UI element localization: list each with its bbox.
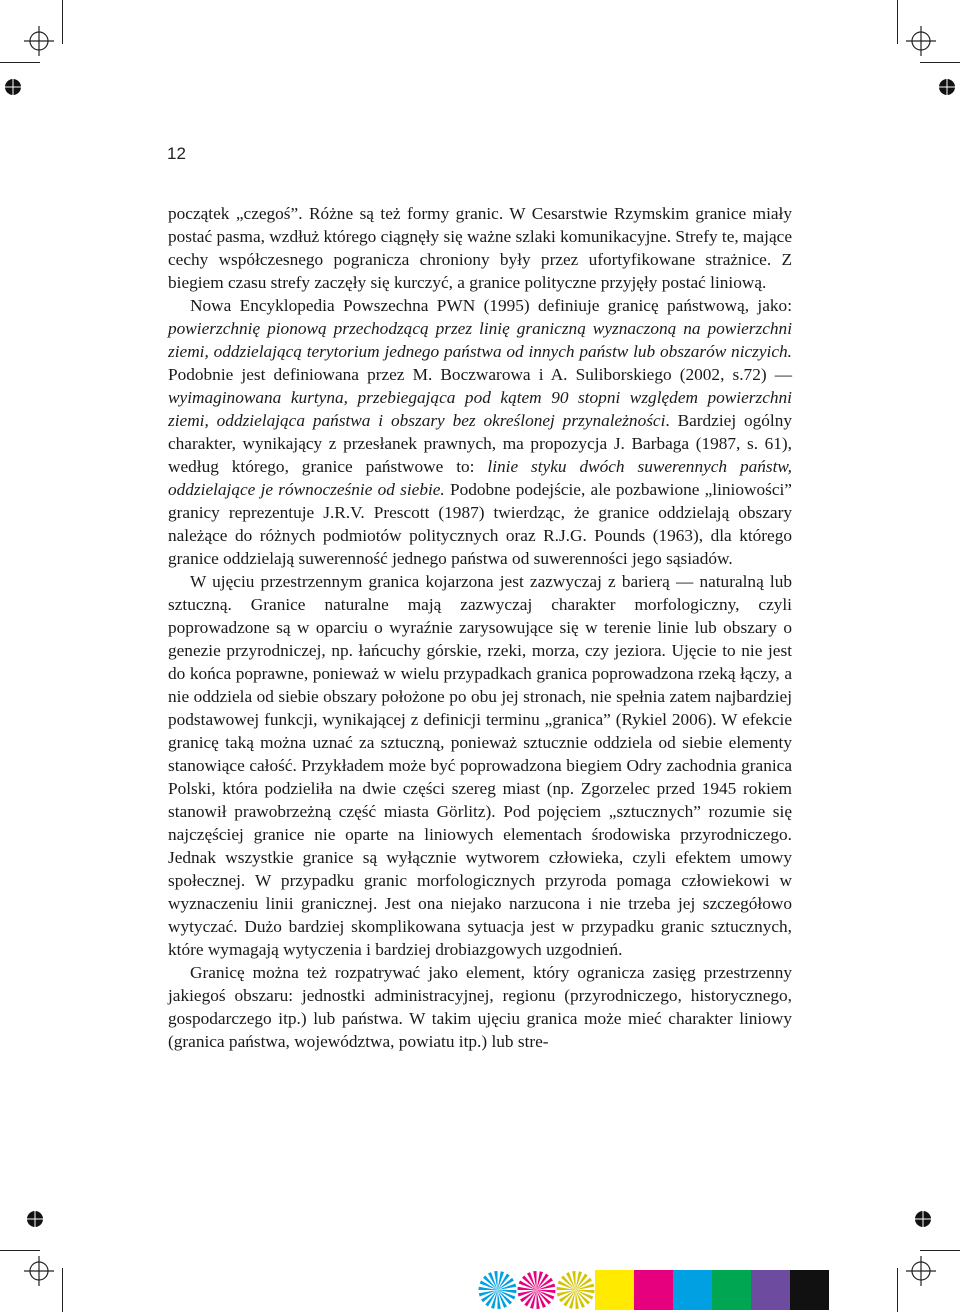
text-run: . Bardziej ogólny charakter, wynikający z przesłanek prawnych, ma propozycja J. Barbaga (1987, s. 61), według którego, granice państwowe to:: [168, 411, 792, 476]
rosette-ray: [537, 1290, 552, 1305]
rosette-ray: [498, 1290, 513, 1305]
trim-line-bottom-left-v: [62, 1268, 63, 1312]
trim-line-bottom-left-h: [0, 1250, 40, 1251]
trim-line-top-left-h: [0, 62, 40, 63]
trim-line-top-right-h: [920, 62, 960, 63]
registration-mark-bottom-right: [906, 1256, 936, 1286]
color-swatch: [634, 1270, 673, 1310]
color-swatch: [673, 1270, 712, 1310]
paragraph-p4: [168, 961, 792, 1053]
color-swatch: [751, 1270, 790, 1310]
text-run: Granicę można też rozpatrywać jako element, który ogranicza zasięg przestrzenny jakiegoś obszaru: jednostki administracyjnej, regionu (przyrodniczego, historycznego, gospodarczego itp.) lub państwa. W takim ujęciu granica może mieć charakter liniowy (granica państwa, województwa, powiatu itp.) lub stre-: [168, 963, 792, 1051]
rosette-ray: [561, 1275, 576, 1290]
body-text: [168, 202, 792, 1053]
color-swatch: [595, 1270, 634, 1310]
italic-quote: powierzchnię pionową przechodzącą przez linię graniczną wyznaczoną na powierzchni ziemi, oddzielającą terytorium jednego państwa od innych państw lub obszarów niczyich.: [168, 319, 792, 361]
color-rosette-cyan: [478, 1270, 517, 1310]
trim-line-bottom-right-h: [920, 1250, 960, 1251]
italic-quote: wyimaginowana kurtyna, przebiegająca pod kątem 90 stopni względem powierzchni ziemi, oddzielająca państwa i obszary bez określonej przynależności: [168, 388, 792, 430]
text-run: Nowa Encyklopedia Powszechna PWN (1995) definiuje granicę państwową, jako:: [190, 296, 792, 315]
text-run: Podobnie jest definiowana przez M. Boczwarowa i A. Suliborskiego (2002, s.72) —: [168, 365, 792, 384]
text-run: początek „czegoś”. Różne są też formy granic. W Cesarstwie Rzymskim granice miały postać pasma, wzdłuż którego ciągnęły się ważne szlaki komunikacyjne. Strefy te, mające cechy współczesnego pogranicza chroniony były przez ufortyfikowane strażnice. Z biegiem czasu strefy zaczęły się kurczyć, a granice polityczne przyjęły postać liniową.: [168, 204, 792, 292]
paragraph-p2: [168, 294, 792, 570]
registration-mark-top-right: [906, 26, 936, 56]
text-run: Podobne podejście, ale pozbawione „liniowości” granicy reprezentuje J.R.V. Prescott (1987) twierdząc, że granice oddzielają obszary należące do różnych podmiotów politycznych oraz R.J.G. Pounds (1963), dla którego granice oddzielają suwerenność jednego państwa od suwerenności jego sąsiadów.: [168, 480, 792, 568]
trim-line-bottom-right-v: [897, 1268, 898, 1312]
color-swatch: [790, 1270, 829, 1310]
trim-line-top-right-v: [897, 0, 898, 44]
color-control-bar: [595, 1270, 829, 1310]
paragraph-p1: [168, 202, 792, 294]
registration-mark-bottom-left: [24, 1256, 54, 1286]
page-number: 12: [167, 144, 186, 163]
rosette-ray: [522, 1275, 537, 1290]
registration-dot-left-top: [0, 74, 26, 100]
color-swatch: [712, 1270, 751, 1310]
registration-mark-top-left: [24, 26, 54, 56]
paragraph-p3: [168, 570, 792, 961]
registration-dot-right-bottom: [910, 1206, 936, 1232]
color-rosette-magenta: [517, 1270, 556, 1310]
rosette-ray: [576, 1290, 591, 1305]
rosette-ray: [483, 1275, 498, 1290]
italic-quote: linie styku dwóch suwerennych państw, oddzielające je równocześnie od siebie.: [168, 457, 792, 499]
registration-dot-right-top: [934, 74, 960, 100]
color-rosette-yellow: [556, 1270, 595, 1310]
trim-line-top-left-v: [62, 0, 63, 44]
registration-dot-left-bottom: [22, 1206, 48, 1232]
text-run: W ujęciu przestrzennym granica kojarzona jest zazwyczaj z barierą — naturalną lub sztuczną. Granice naturalne mają zazwyczaj charakter morfologiczny, czyli poprowadzone są w oparciu o wyraźnie zarysowujące się w terenie linie lub obszary o genezie przyrodniczej, np. łańcuchy górskie, rzeki, morza, czy jeziora. Ujęcie to nie jest do końca poprawne, ponieważ w wielu przypadkach granica poprowadzona rzeką łączy, a nie oddziela od siebie obszary położone po obu jej stronach, nie spełnia zatem najbardziej podstawowej funkcji, wynikającej z definicji terminu „granica” (Rykiel 2006). W efekcie granicę taką można uznać za sztuczną, ponieważ sztucznie oddziela od siebie elementy stanowiące całość. Przykładem może być poprowadzona biegiem Odry zachodnia granica Polski, która podzieliła na dwie części szereg miast (np. Zgorzelec przed 1945 rokiem stanowił prawobrzeżną część miasta Görlitz). Pod pojęciem „sztucznych” rozumie się najczęściej granice nie oparte na liniowych elementach środowiska przyrodniczego. Jednak wszystkie granice są wyłącznie wytworem człowieka, czyli efektem umowy społecznej. W przypadku granic morfologicznych przyroda pomaga człowiekowi w wyznaczeniu linii granicznej. Jest ona niejako narzucona i nie trzeba jej szczegółowo wytyczać. Dużo bardziej skomplikowana sytuacja jest w przypadku granic sztucznych, które wymagają wytyczenia i bardziej drobiazgowych uzgodnień.: [168, 572, 792, 959]
